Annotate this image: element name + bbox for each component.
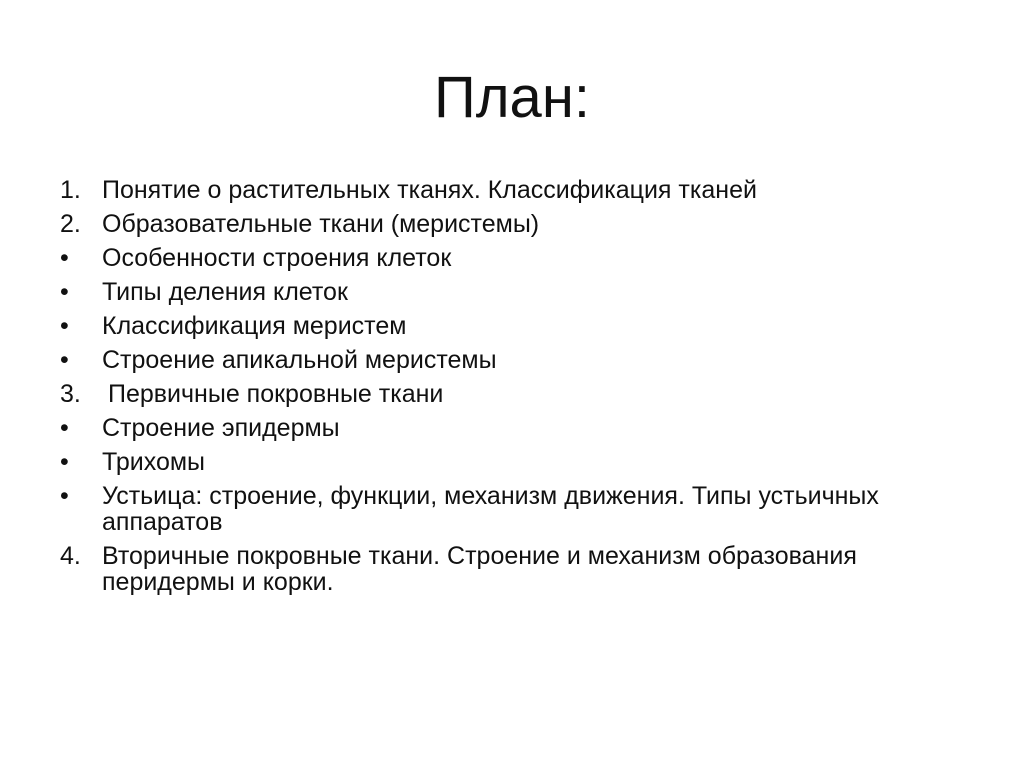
plan-subitem xyxy=(60,245,980,271)
list-marker: 2. xyxy=(60,210,81,238)
bullet-marker: • xyxy=(60,448,69,476)
bullet-marker: • xyxy=(60,482,69,510)
slide-title: План: xyxy=(434,65,590,130)
bullet-marker: • xyxy=(60,278,69,306)
list-marker: 1. xyxy=(60,176,81,204)
plan-subitem xyxy=(60,483,980,535)
plan-list xyxy=(60,177,980,603)
plan-subitem xyxy=(60,449,980,475)
plan-item-3 xyxy=(60,381,980,407)
list-marker: 3. xyxy=(60,380,81,408)
list-marker: 4. xyxy=(60,542,81,570)
list-item-text: Устьица: строение, функции, механизм движения. Типы устьичных аппаратов xyxy=(102,482,879,536)
list-item-text: Строение апикальной меристемы xyxy=(102,346,497,374)
list-item-text: Особенности строения клеток xyxy=(102,244,452,272)
bullet-marker: • xyxy=(60,244,69,272)
plan-subitem xyxy=(60,415,980,441)
bullet-marker: • xyxy=(60,346,69,374)
plan-item-2 xyxy=(60,211,980,237)
list-item-text: Классификация меристем xyxy=(102,312,407,340)
bullet-marker: • xyxy=(60,414,69,442)
list-item-text: Строение эпидермы xyxy=(102,414,340,442)
plan-subitem xyxy=(60,313,980,339)
plan-subitem xyxy=(60,279,980,305)
list-item-text: Типы деления клеток xyxy=(102,278,348,306)
list-item-text: Образовательные ткани (меристемы) xyxy=(102,210,540,238)
list-item-text: Понятие о растительных тканях. Классификация тканей xyxy=(102,176,757,204)
list-item-text: Вторичные покровные ткани. Строение и механизм образования перидермы и корки. xyxy=(102,542,857,596)
bullet-marker: • xyxy=(60,312,69,340)
plan-item-1 xyxy=(60,177,980,203)
list-item-text: Первичные покровные ткани xyxy=(108,380,444,408)
plan-subitem xyxy=(60,347,980,373)
plan-item-4 xyxy=(60,543,980,595)
list-item-text: Трихомы xyxy=(102,448,206,476)
